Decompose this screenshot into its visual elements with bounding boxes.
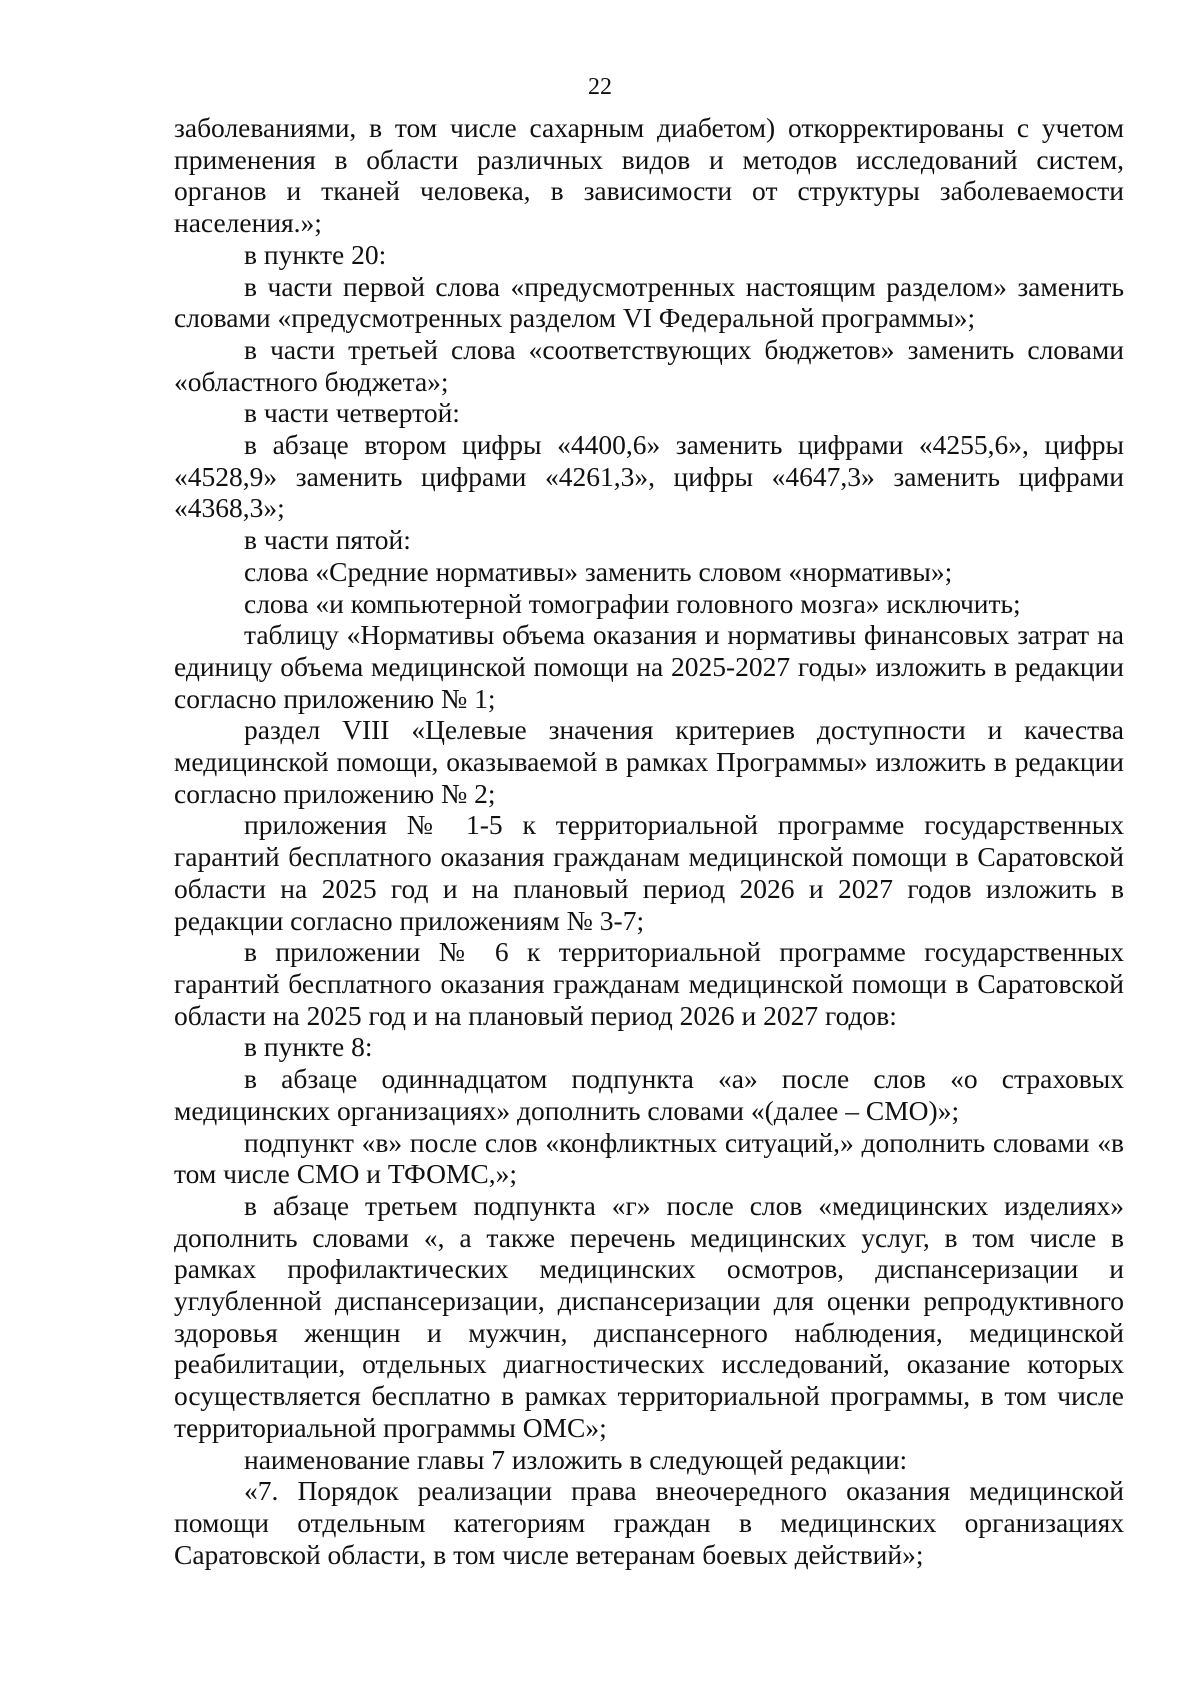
paragraph-section-viii: раздел VIII «Целевые значения критериев доступности и качества медицинской помощи, оказываемой в рамках Программы» изложить в редакции согласно приложению № 2; <box>174 714 1124 809</box>
paragraph-ct-exclude: слова «и компьютерной томографии головного мозга» исключить; <box>244 587 1021 619</box>
paragraph-appendix-6: в приложении № 6 к территориальной программе государственных гарантий бесплатного оказания гражданам медицинской помощи в Саратовской области на 2025 год и на плановый период 2026 и 2027 годов: <box>174 936 1124 1031</box>
paragraph-continuation: заболеваниями, в том числе сахарным диабетом) откорректированы с учетом применения в области различных видов и методов исследований систем, органов и тканей человека, в зависимости от структуры заболеваемости населения.»; <box>174 112 1124 239</box>
paragraph-table: таблицу «Нормативы объема оказания и нормативы финансовых затрат на единицу объема медицинской помощи на 2025-2027 годы» изложить в редакции согласно приложению № 1; <box>174 619 1124 714</box>
paragraph-figures: в абзаце втором цифры «4400,6» заменить цифрами «4255,6», цифры «4528,9» заменить цифрами «4261,3», цифры «4647,3» заменить цифрами «4368,3»; <box>174 429 1124 524</box>
paragraph-subitem-a: в абзаце одиннадцатом подпункта «а» после слов «о страховых медицинских организациях» дополнить словами «(далее – СМО)»; <box>174 1063 1124 1126</box>
paragraph-part-five: в части пятой: <box>244 524 411 556</box>
paragraph-part-four: в части четвертой: <box>244 397 460 429</box>
paragraph-normatives: слова «Средние нормативы» заменить словом «нормативы»; <box>244 555 953 587</box>
paragraph-appendices: приложения № 1-5 к территориальной программе государственных гарантий бесплатного оказания гражданам медицинской помощи в Саратовской области на 2025 год и на плановый период 2026 и 2027 годов изложить в редакции согласно приложениям № 3-7; <box>174 809 1124 936</box>
page-number: 22 <box>588 74 612 100</box>
paragraph-part-three: в части третьей слова «соответствующих бюджетов» заменить словами «областного бюджета»; <box>174 333 1124 397</box>
paragraph-subitem-v: подпункт «в» после слов «конфликтных ситуаций,» дополнить словами «в том числе СМО и ТФОМС,»; <box>174 1126 1124 1190</box>
paragraph-item-8: в пункте 8: <box>244 1031 373 1063</box>
document-body <box>174 112 1124 1570</box>
paragraph-chapter-7: наименование главы 7 изложить в следующей редакции: <box>244 1443 908 1475</box>
paragraph-part-one: в части первой слова «предусмотренных настоящим разделом» заменить словами «предусмотренных разделом VI Федеральной программы»; <box>174 270 1124 334</box>
paragraph-chapter-7-title: «7. Порядок реализации права внеочередного оказания медицинской помощи отдельным категориям граждан в медицинских организациях Саратовской области, в том числе ветеранам боевых действий»; <box>174 1475 1124 1570</box>
paragraph-item-20: в пункте 20: <box>244 238 387 270</box>
paragraph-subitem-g: в абзаце третьем подпункта «г» после слов «медицинских изделиях» дополнить словами «, а также перечень медицинских услуг, в том числе в рамках профилактических медицинских осмотров, диспансеризации и углубленной диспансеризации, диспансеризации для оценки репродуктивного здоровья женщин и мужчин, диспансерного наблюдения, медицинской реабилитации, отдельных диагностических исследований, оказание которых осуществляется бесплатно в рамках территориальной программы, в том числе территориальной программы ОМС»; <box>174 1189 1124 1443</box>
